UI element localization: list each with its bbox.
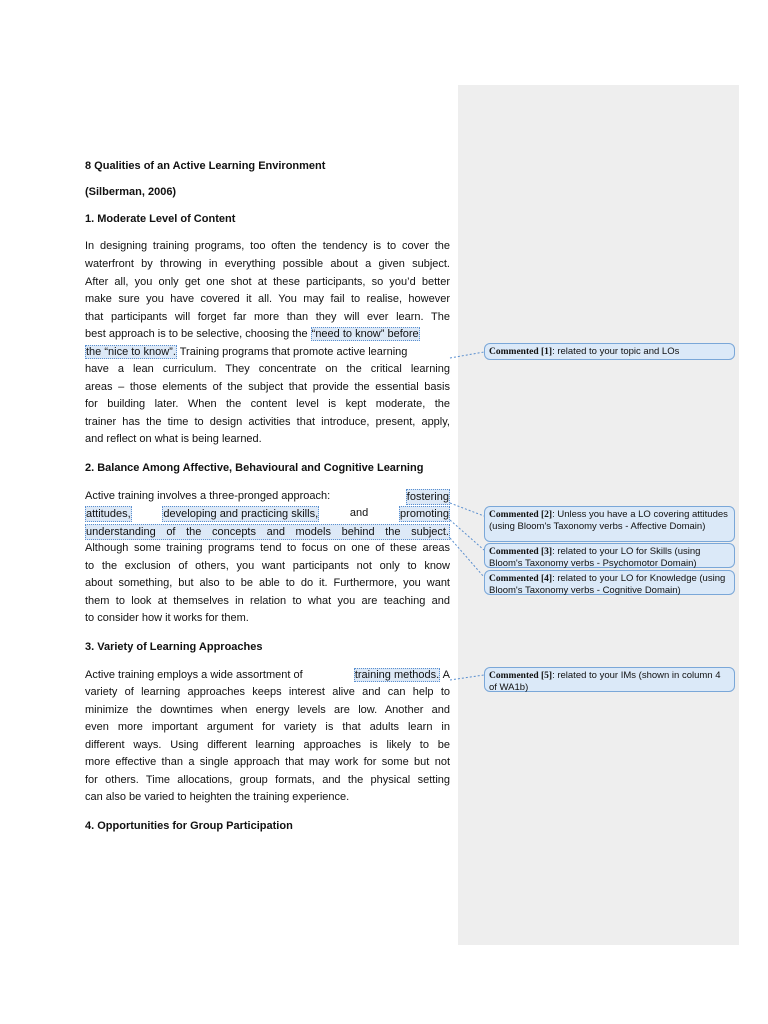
paragraph-line: In designing training programs, too often the tendency is to cover the xyxy=(85,240,450,252)
paragraph-line: trainer has the time to design activities that introduce, present, apply, xyxy=(85,416,450,428)
comment-tag: Commented [2] xyxy=(489,510,553,520)
paragraph-text: Active training employs a wide assortment of xyxy=(85,669,303,681)
commented-text[interactable]: the “nice to know”. xyxy=(86,346,176,358)
paragraph-line: have a lean curriculum. They concentrate on the critical learning xyxy=(85,363,450,375)
paragraph-line: different ways. Using different learning approaches is likely to be xyxy=(85,739,450,751)
paragraph-line: more effective than a single approach that may work for some but not xyxy=(85,756,450,768)
paragraph-text: Training programs that promote active learning xyxy=(176,346,408,358)
paragraph-line: for others. Time allocations, group formats, and the physical setting xyxy=(85,774,450,786)
comment-balloon-3[interactable] xyxy=(484,543,735,568)
paragraph-line: even more important argument for variety is that adults learn in xyxy=(85,721,450,733)
comment-text: : related to your topic and LOs xyxy=(552,346,680,357)
comment-text: : related to your LO for Knowledge (using Bloom's Taxonomy verbs - Cognitive Domain) xyxy=(489,573,726,596)
paragraph-line: areas – those elements of the subject that provide the essential basis xyxy=(85,381,450,393)
paragraph-line: make sure you have covered it all. You may fail to realise, however xyxy=(85,293,450,305)
document-source: (Silberman, 2006) xyxy=(85,186,177,198)
paragraph-text: and xyxy=(349,507,369,519)
paragraph-line: about something, but also to be able to do it. Furthermore, you want xyxy=(85,577,450,589)
section-heading: 2. Balance Among Affective, Behavioural and Cognitive Learning xyxy=(85,462,424,474)
paragraph-line: can also be varied to heighten the training experience. xyxy=(85,791,350,803)
comment-balloon-2[interactable] xyxy=(484,506,735,542)
commented-text[interactable]: fostering xyxy=(406,491,449,503)
comment-tag: Commented [4] xyxy=(489,574,553,584)
section-heading: 3. Variety of Learning Approaches xyxy=(85,641,263,653)
comment-balloon-4[interactable] xyxy=(484,570,735,595)
section-heading: 4. Opportunities for Group Participation xyxy=(85,820,293,832)
paragraph-text: Active training involves a three-pronged approach: xyxy=(85,490,331,502)
comment-balloon-1[interactable] xyxy=(484,343,735,360)
paragraph-line: variety of learning approaches keeps interest alive and can help to xyxy=(85,686,450,698)
document-title: 8 Qualities of an Active Learning Environment xyxy=(85,160,326,172)
paragraph-line: and reflect on what is being learned. xyxy=(85,433,262,445)
commented-text[interactable]: attitudes, xyxy=(86,508,131,520)
commented-text[interactable]: training methods. xyxy=(354,669,440,681)
comment-text: : Unless you have a LO covering attitudes (using Bloom's Taxonomy verbs - Affective Domain) xyxy=(489,509,728,532)
comment-tag: Commented [3] xyxy=(489,547,553,557)
comment-text: : related to your IMs (shown in column 4 of WA1b) xyxy=(489,670,721,693)
paragraph-line: waterfront by throwing in everything possible about a given subject. xyxy=(85,258,450,270)
comment-balloon-5[interactable] xyxy=(484,667,735,692)
commented-text[interactable]: developing and practicing skills, xyxy=(163,508,319,520)
paragraph-line: that participants will forget far more than they will ever learn. The xyxy=(85,311,450,323)
paragraph-text: best approach is to be selective, choosing the xyxy=(85,328,308,340)
comment-text: : related to your LO for Skills (using Bloom's Taxonomy verbs - Psychomotor Domain) xyxy=(489,546,701,569)
paragraph-line: minimize the downtimes when energy levels are low. Another and xyxy=(85,704,450,716)
paragraph-line: Although some training programs tend to focus on one of these areas xyxy=(85,542,450,554)
commented-text[interactable]: promoting xyxy=(400,508,449,520)
paragraph-line: to the exclusion of others, you want participants not only to know xyxy=(85,560,450,572)
comment-tag: Commented [5] xyxy=(489,671,553,681)
paragraph-line: for building later. When the content level is kept moderate, the xyxy=(85,398,450,410)
paragraph-line: to consider how it works for them. xyxy=(85,612,249,624)
paragraph-line: After all, you only get one shot at these participants, so you’d better xyxy=(85,276,450,288)
paragraph-text: A xyxy=(442,669,450,681)
commented-text[interactable]: “need to know” before xyxy=(311,328,419,340)
paragraph-line: them to look at themselves in relation to what you are teaching and xyxy=(85,595,450,607)
commented-text[interactable]: understanding of the concepts and models behind the subject. xyxy=(86,526,449,538)
section-heading: 1. Moderate Level of Content xyxy=(85,213,236,225)
comment-tag: Commented [1] xyxy=(489,347,553,357)
